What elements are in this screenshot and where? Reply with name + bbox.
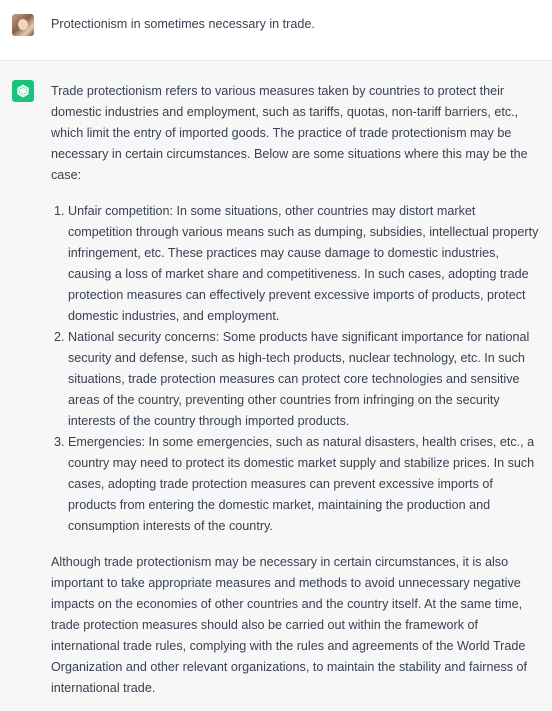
avatar-face	[18, 19, 28, 30]
user-avatar	[12, 14, 34, 36]
openai-logo-icon	[12, 80, 34, 102]
list-item: 1. Unfair competition: In some situations, other countries may distort market competition through various means such as dumping, subsidies, intellectual property infringement, etc. These practices may cause damage to domestic industries, causing a loss of market share and competitiveness. In such cases, adopting trade protection measures can effectively prevent excessive imports of products, protect domestic industries, and employment.	[68, 201, 541, 327]
assistant-message-row	[0, 61, 552, 711]
response-list	[51, 201, 541, 537]
response-intro: Trade protectionism refers to various measures taken by countries to protect their domestic industries and employment, such as tariffs, quotas, non-tariff barriers, etc., which limit the entry of imported goods. The practice of trade protectionism may be necessary in certain circumstances. Below are some situations where this may be the case:	[51, 84, 528, 182]
list-item: 3. Emergencies: In some emergencies, such as natural disasters, health crises, etc., a country may need to protect its domestic market supply and stabilize prices. In such cases, adopting trade protection measures can prevent excessive imports of products from entering the domestic market, maintaining the production and consumption interests of the country.	[68, 432, 541, 537]
user-message-text: Protectionism in sometimes necessary in trade.	[51, 17, 315, 31]
assistant-response	[51, 81, 541, 699]
user-message-row	[0, 0, 552, 61]
response-conclusion: Although trade protectionism may be necessary in certain circumstances, it is also important to take appropriate measures and methods to avoid unnecessary negative impacts on the economies of other countries and the country itself. At the same time, trade protection measures should also be carried out within the framework of international trade rules, complying with the rules and agreements of the World Trade Organization and other relevant organizations, to maintain the stability and fairness of international trade.	[51, 555, 528, 695]
list-item: 2. National security concerns: Some products have significant importance for national security and defense, such as high-tech products, nuclear technology, etc. In such situations, trade protection measures can protect core technologies and sensitive areas of the country, preventing other countries from infringing on the security interests of the country through imported products.	[68, 327, 541, 432]
